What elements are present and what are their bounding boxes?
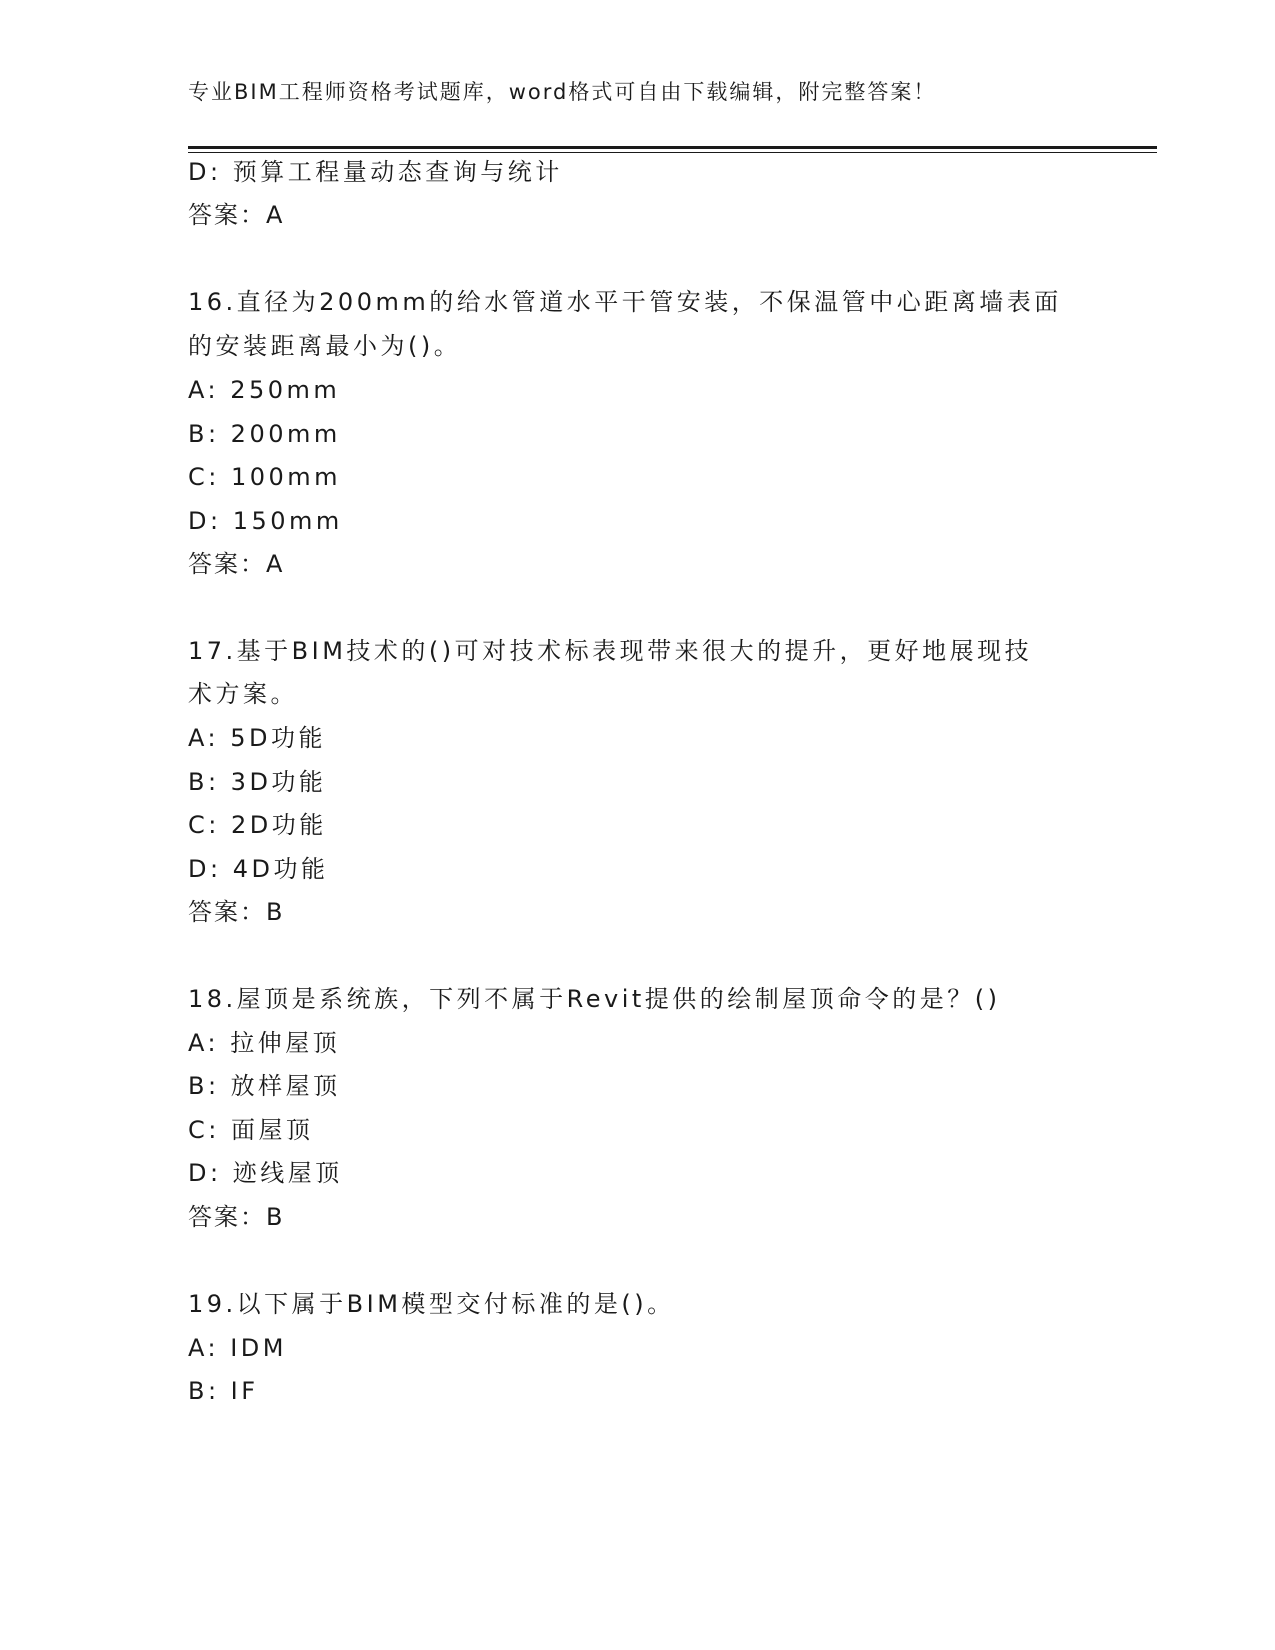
q18-answer: 答案：B xyxy=(188,1203,285,1231)
q16-stem-line1: 16.直径为200mm的给水管道水平干管安装，不保温管中心距离墙表面 xyxy=(188,288,1062,316)
q17-option-a: A: 5D功能 xyxy=(188,724,326,752)
q17-answer: 答案：B xyxy=(188,898,285,926)
q16-option-c: C: 100mm xyxy=(188,463,342,491)
q16-answer: 答案：A xyxy=(188,550,285,578)
q19-option-a: A: IDM xyxy=(188,1334,287,1362)
q18-option-d: D: 迹线屋顶 xyxy=(188,1159,343,1187)
q17-option-c: C: 2D功能 xyxy=(188,811,327,839)
q17-stem-line1: 17.基于BIM技术的()可对技术标表现带来很大的提升，更好地展现技 xyxy=(188,637,1033,665)
q16-stem-line2: 的安装距离最小为()。 xyxy=(188,332,462,360)
q17-stem-line2: 术方案。 xyxy=(188,680,298,708)
header-rule-thin xyxy=(188,152,1157,153)
q18-option-a: A: 拉伸屋顶 xyxy=(188,1029,341,1057)
q17-option-b: B: 3D功能 xyxy=(188,768,327,796)
q18-stem-line1: 18.屋顶是系统族，下列不属于Revit提供的绘制屋顶命令的是？() xyxy=(188,985,1001,1013)
q17-option-d: D: 4D功能 xyxy=(188,855,329,883)
q18-option-b: B: 放样屋顶 xyxy=(188,1072,341,1100)
q16-option-d: D: 150mm xyxy=(188,507,343,535)
q16-option-a: A: 250mm xyxy=(188,376,341,404)
prev-option-d: D: 预算工程量动态查询与统计 xyxy=(188,158,563,186)
prev-answer: 答案：A xyxy=(188,201,285,229)
q19-option-b: B: IF xyxy=(188,1377,259,1405)
q16-option-b: B: 200mm xyxy=(188,420,341,448)
q19-stem-line1: 19.以下属于BIM模型交付标准的是()。 xyxy=(188,1290,675,1318)
header-rule-thick xyxy=(188,146,1157,149)
q18-option-c: C: 面屋顶 xyxy=(188,1116,314,1144)
page-header: 专业BIM工程师资格考试题库，word格式可自由下载编辑，附完整答案！ xyxy=(188,80,937,104)
